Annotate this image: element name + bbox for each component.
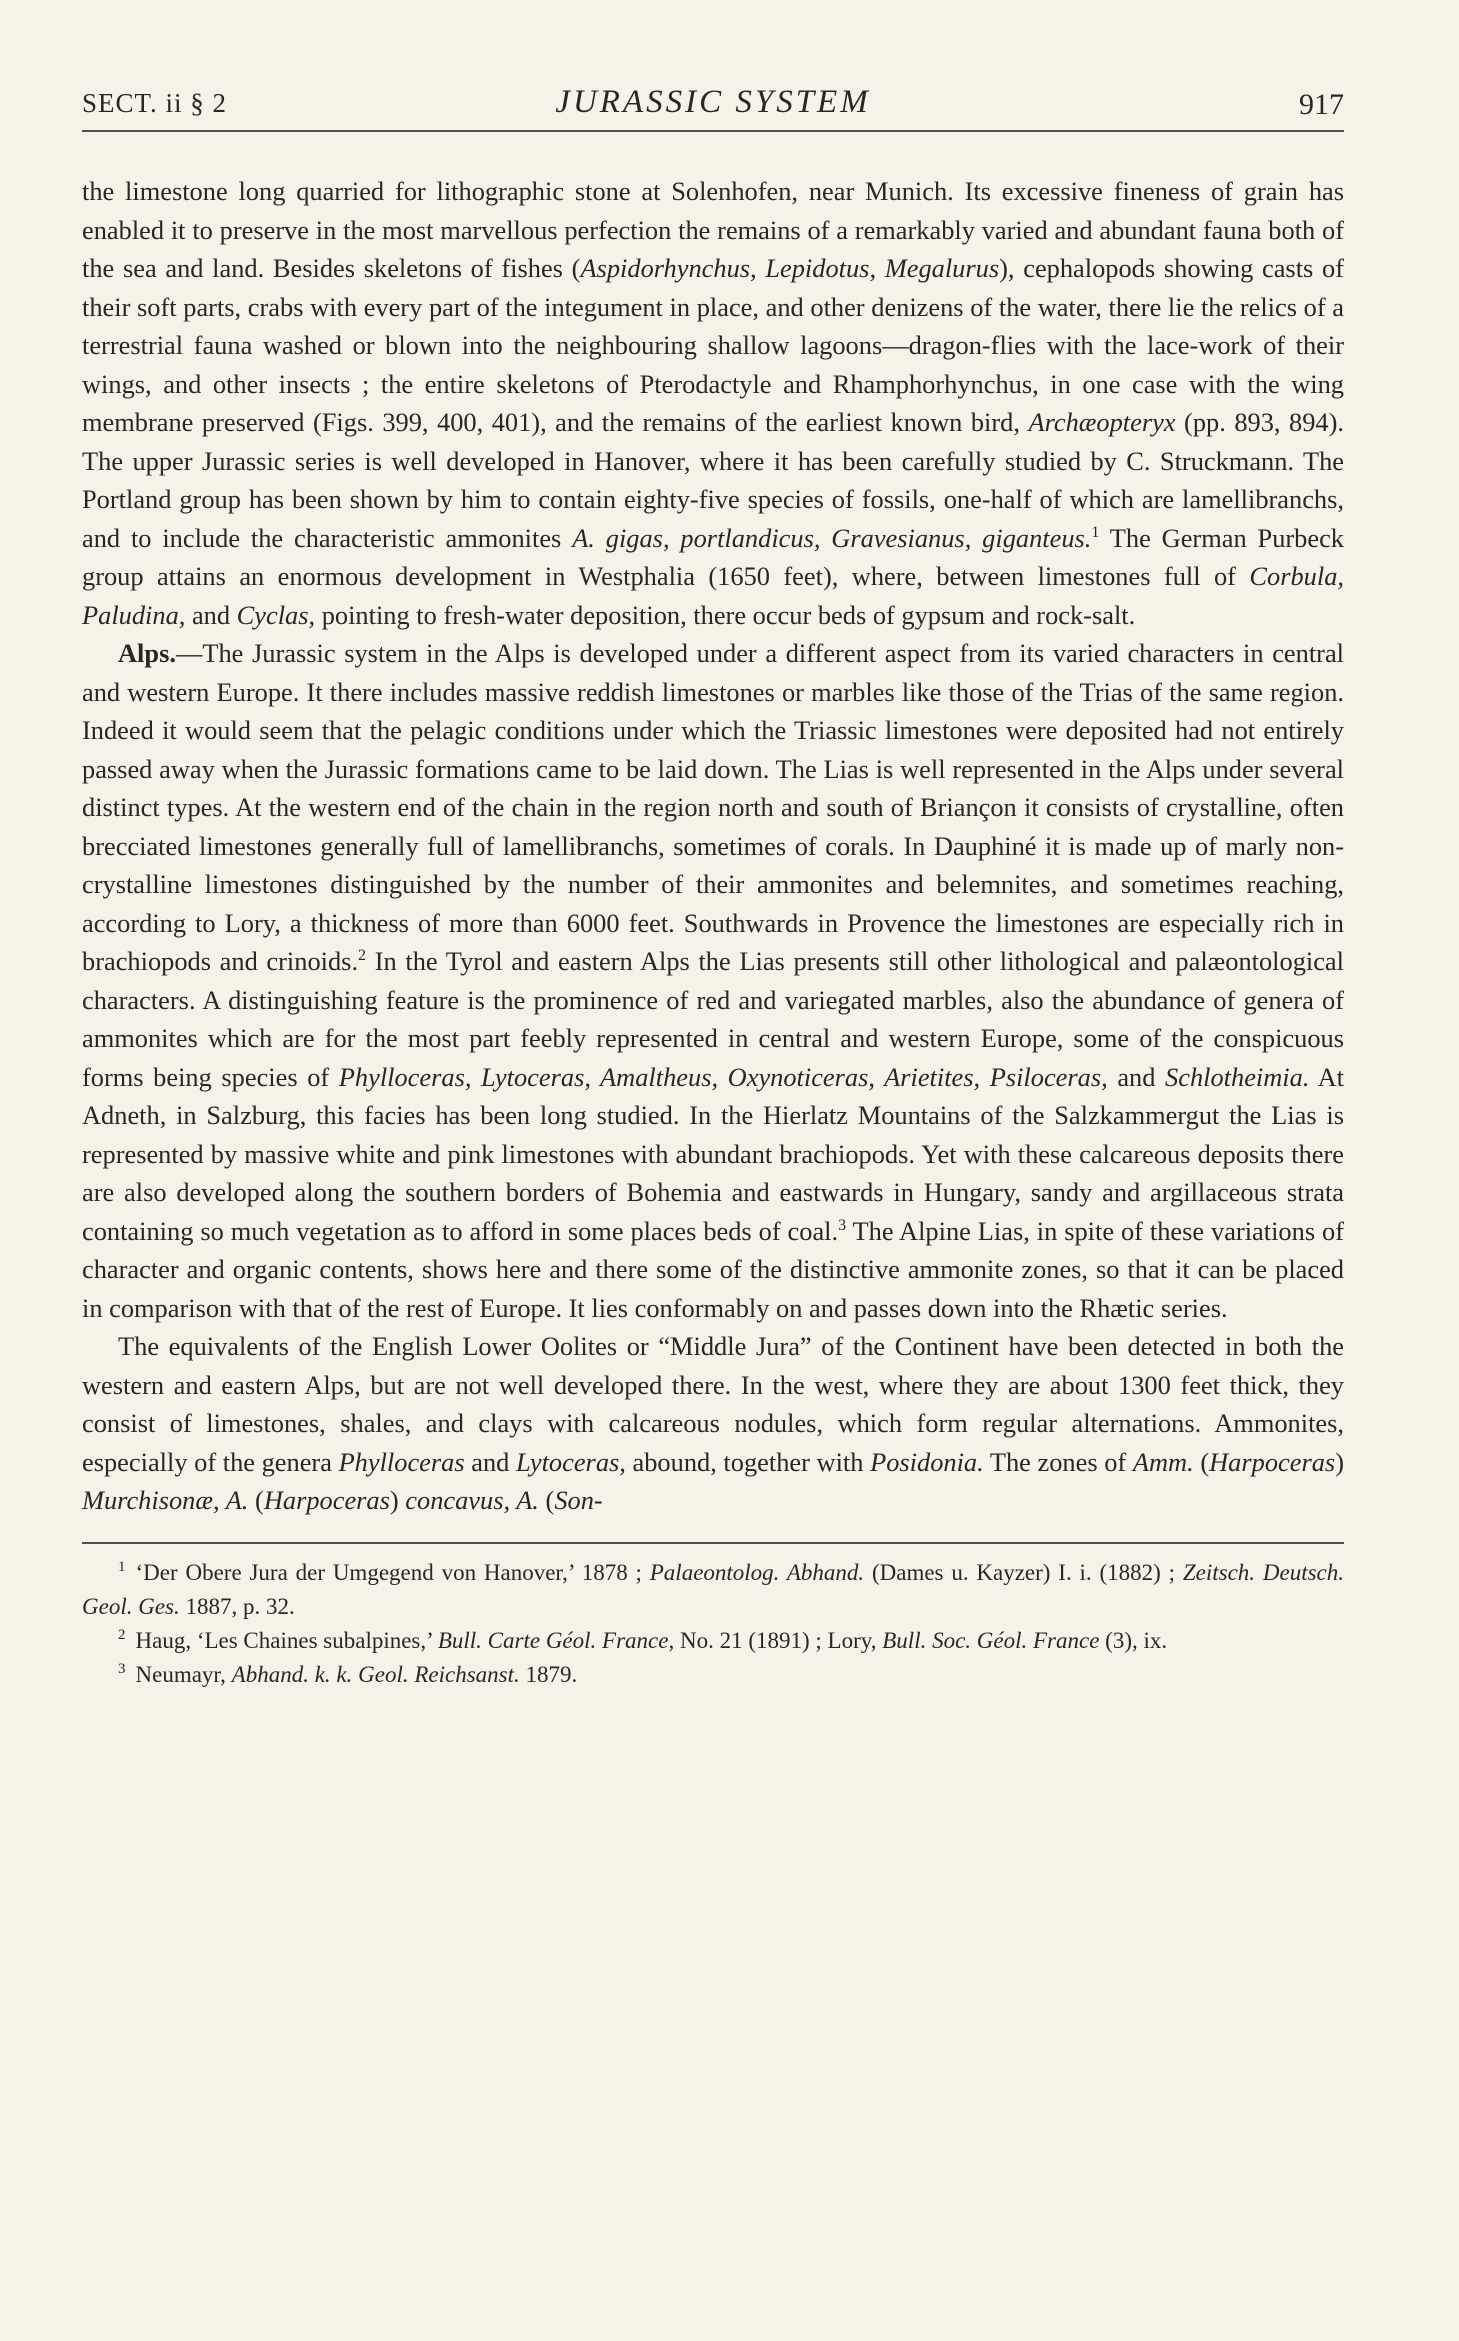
footnote-ref-2[interactable]: 2 (358, 947, 367, 964)
text-run: The Alpine Lias, in spite of these variations of character and organic contents, shows here and there some of the distinctive ammonite zones, so that it can be placed in comparison with that of the rest of Europe. It lies conformably on and passes down into the Rhætic series. (82, 1215, 1344, 1323)
text-run: The upper Jurassic series is well developed in Hanover, where it has been carefully studied by C. Struckmann. The Portland group has been shown by him to contain eighty-five species of fossils, one-half of which are lamellibranchs, and to include the characteristic ammonites (82, 445, 1344, 553)
text-run: and (1107, 1061, 1166, 1092)
text-run: pointing to fresh-water deposition, there occur beds of gypsum and rock-salt. (315, 599, 1136, 630)
italic-run: Son- (554, 1485, 603, 1515)
text-run: (pp. 893, 894). (1175, 407, 1344, 437)
paragraph-lower-oolites (82, 1327, 1344, 1520)
section-heading-alps: Alps. (118, 638, 176, 668)
italic-run: Bull. Carte Géol. France, (437, 1627, 675, 1653)
page-number: 917 (1299, 88, 1344, 121)
text-run: Haug, ‘Les Chaines subalpines,’ (135, 1627, 438, 1653)
running-head (82, 0, 1344, 132)
text-run: 1887, p. 32. (179, 1593, 295, 1619)
text-run: ( (1193, 1446, 1210, 1477)
paragraph-alps (82, 634, 1344, 1327)
text-run: abound, together with (625, 1446, 871, 1477)
footnote-mark: 3 (118, 1660, 126, 1677)
italic-run: concavus, A. (405, 1485, 539, 1515)
italic-run: Phylloceras (338, 1446, 465, 1477)
italic-run: Zeitsch. Deutsch. Geol. Ges. (82, 1559, 1344, 1619)
italic-run: Harpoceras (263, 1485, 390, 1515)
footnote-ref-1[interactable]: 1 (1091, 523, 1100, 541)
text-run: 1879. (519, 1661, 578, 1687)
italic-run: Bull. Soc. Géol. France (882, 1627, 1100, 1653)
italic-run: Lytoceras, (515, 1446, 626, 1477)
main-text (82, 172, 1344, 1520)
footnote-mark: 2 (118, 1626, 126, 1643)
italic-run: Posidonia. (870, 1446, 984, 1477)
italic-run: Cyclas, (236, 599, 316, 630)
text-run: ), cephalopods showing casts of their soft parts, crabs with every part of the integument in place, and other denizens of the water, there lie the relics of a terrestrial fauna washed or blown into the neighbouring shallow lagoons—dragon-flies with the lace-work of their wings, and other insects ; the entire skeletons of Pterodactyle and Rhamphorhynchus, in one case with the wing membrane preserved (Figs. 399, 400, 401), and the remains of the earliest known bird, (82, 253, 1345, 437)
footnote-ref-3[interactable]: 3 (838, 1216, 847, 1234)
text-run: —The Jurassic system in the Alps is developed under a different aspect from its varied characters in central and western Europe. It there includes massive reddish limestones or marbles like those of the Trias of the same region. Indeed it would seem that the pelagic conditions under which the Triassic limestones were deposited had not entirely passed away when the Jurassic formations came to be laid down. The Lias is well represented in the Alps under several distinct types. At the western end of the chain in the region north and south of Briançon it consists of crystalline, often brecciated limestones generally full of lamellibranchs, sometimes of corals. In Dauphiné it is made up of marly non-crystalline limestones distinguished by the number of their ammonites and belemnites, and sometimes reaching, according to Lory, a thickness of more than 6000 feet. Southwards in Provence the limestones are especially rich in brachiopods and crinoids. (82, 638, 1344, 976)
italic-run: Murchisonæ, A. (82, 1485, 249, 1515)
italic-run: Archæopteryx (1028, 407, 1176, 437)
italic-run: Palaeontolog. Abhand. (649, 1559, 865, 1585)
italic-run: Abhand. k. k. Geol. Reichsanst. (231, 1661, 520, 1687)
footnotes (82, 1556, 1344, 1692)
text-run: and (185, 599, 237, 630)
italic-run: Amm. (1132, 1446, 1194, 1477)
italic-run: Corbula, Paludina, (82, 561, 1344, 630)
chapter-title: JURASSIC SYSTEM (555, 84, 871, 120)
italic-run: A. gigas, portlandicus, Gravesianus, giganteus. (572, 522, 1092, 553)
text-run: The equivalents of the English Lower Oolites or “Middle Jura” of the Continent have been detected in both the western and eastern Alps, but are not well developed there. In the west, where they are about 1300 feet thick, they consist of limestones, shales, and clays with calcareous nodules, which form regular alternations. Ammonites, especially of the genera (82, 1331, 1344, 1477)
footnote-divider (82, 1542, 1344, 1544)
text-run: (3), ix. (1099, 1627, 1168, 1653)
text-run: At Adneth, in Salzburg, this facies has been long studied. In the Hierlatz Mountains of the Salzkammergut the Lias is represented by massive white and pink limestones with abundant brachiopods. Yet with these calcareous deposits there are also developed along the southern borders of Bohemia and eastwards in Hungary, sandy and argillaceous strata containing so much vegetation as to afford in some places beds of coal. (82, 1061, 1344, 1246)
text-run: The German Purbeck group attains an enormous development in Westphalia (1650 feet), where, between limestones full of (82, 522, 1345, 591)
text-run: ) (389, 1485, 406, 1515)
footnote-2 (82, 1624, 1344, 1658)
text-run: ( (248, 1485, 264, 1515)
footnote-1 (82, 1556, 1344, 1624)
footnote-mark: 1 (118, 1558, 126, 1575)
text-run: ) (1335, 1446, 1344, 1477)
footnote-3 (82, 1658, 1344, 1692)
italic-run: Phylloceras, Lytoceras, Amaltheus, Oxynoticeras, Arietites, Psiloceras, (338, 1061, 1108, 1092)
italic-run: Aspidorhynchus, Lepidotus, Megalurus (580, 253, 1000, 283)
text-run: ( (538, 1485, 555, 1515)
section-reference: SECT. ii § 2 (82, 88, 228, 118)
italic-run: Harpoceras (1209, 1446, 1336, 1477)
text-run: the limestone long quarried for lithographic stone at Solenhofen, near Munich. Its excessive fineness of grain has enabled it to preserve in the most marvellous perfection the remains of a remarkably varied and abundant fauna both of the sea and land. Besides skeletons of fishes ( (82, 176, 1344, 283)
text-run: (Dames u. Kayzer) I. i. (1882) ; (864, 1559, 1183, 1585)
text-run: The zones of (983, 1446, 1133, 1477)
italic-run: Schlotheimia. (1165, 1061, 1310, 1092)
text-run: In the Tyrol and eastern Alps the Lias presents still other lithological and palæontological characters. A distinguishing feature is the prominence of red and variegated marbles, also the abundance of genera of ammonites which are for the most part feebly represented in central and western Europe, some of the conspicuous forms being species of (82, 946, 1344, 1092)
paragraph-solenhofen (82, 172, 1344, 634)
text-run: No. 21 (1891) ; Lory, (674, 1627, 883, 1653)
text-run: Neumayr, (135, 1661, 232, 1687)
text-run: ‘Der Obere Jura der Umgegend von Hanover,’ 1878 ; (135, 1559, 650, 1585)
text-run: and (464, 1446, 516, 1477)
